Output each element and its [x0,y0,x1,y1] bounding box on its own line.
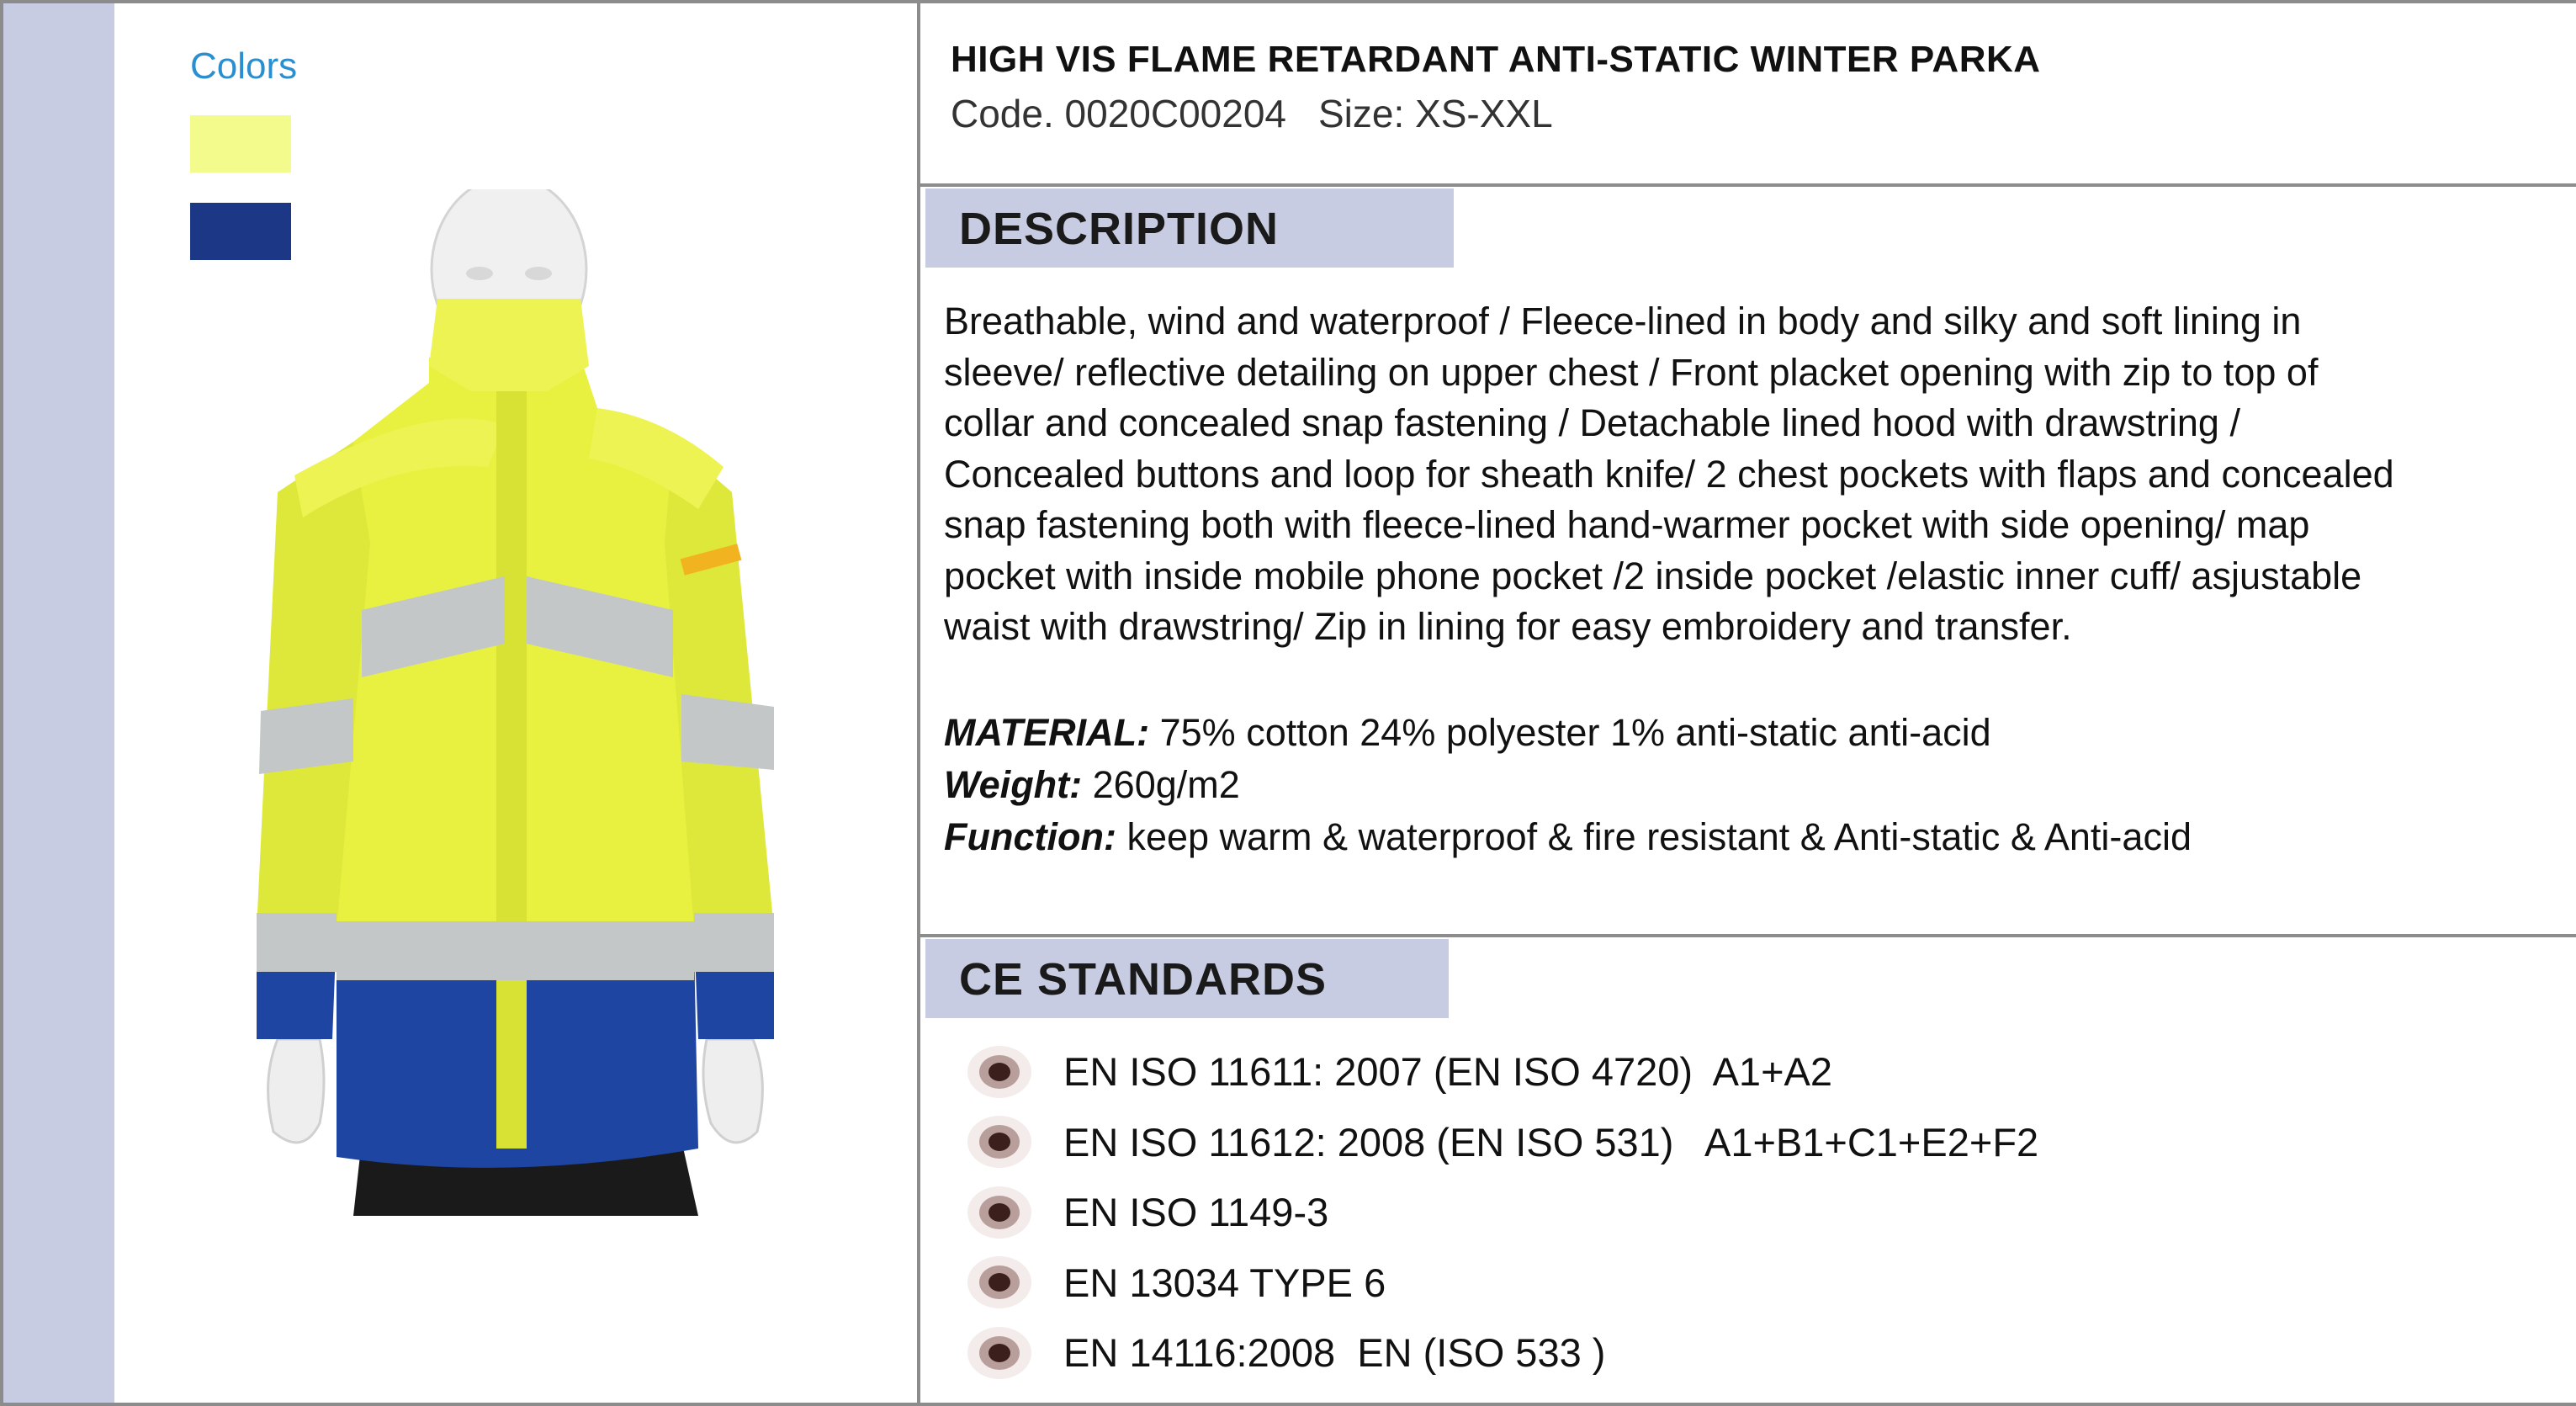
function-row [944,811,2559,863]
description-line: collar and concealed snap fastening / Detachable lined hood with drawstring / [944,401,2240,444]
list-item [966,1318,2038,1388]
standard-text: EN ISO 11612: 2008 (EN ISO 531) A1+B1+C1+E2+F2 [1063,1119,2039,1165]
column-divider [917,3,920,1403]
weight-value: 260g/m2 [1082,763,1240,806]
description-divider [920,934,2576,937]
left-accent-strip [3,3,114,1403]
weight-row [944,759,2559,811]
weight-key: Weight: [944,763,1083,806]
round-bullet-icon [966,1325,1033,1381]
specs-block [944,707,2559,863]
round-bullet-icon [966,1044,1033,1100]
description-line: sleeve/ reflective detailing on upper chest / Front placket opening with zip to top of [944,350,2319,394]
list-item [966,1177,2038,1248]
list-item [966,1248,2038,1318]
standard-text: EN ISO 1149-3 [1063,1190,1329,1235]
product-code: Code. 0020C00204 [951,92,1286,135]
description-line: snap fastening both with fleece-lined hand-warmer pocket with side opening/ map [944,503,2310,546]
list-item [966,1107,2038,1178]
standard-text: EN 14116:2008 EN (ISO 533 ) [1063,1330,1606,1376]
material-key: MATERIAL: [944,711,1150,754]
product-code-size [951,91,1553,136]
round-bullet-icon [966,1185,1033,1240]
description-line: Breathable, wind and waterproof / Fleece-lined in body and silky and soft lining in [944,300,2302,342]
description-line: pocket with inside mobile phone pocket /2 inside pocket /elastic inner cuff/ asjustable [944,554,2362,597]
function-key: Function: [944,815,1116,858]
ce-standards-heading: CE STANDARDS [925,939,1449,1018]
list-item [966,1037,2038,1107]
standards-list [966,1037,2038,1388]
round-bullet-icon [966,1114,1033,1170]
color-swatch-yellow[interactable] [190,115,291,172]
header-divider [920,183,2576,187]
function-value: keep warm & waterproof & fire resistant & Anti-static & Anti-acid [1116,815,2192,858]
colors-label: Colors [190,45,298,87]
description-heading: DESCRIPTION [925,188,1454,268]
material-row [944,707,2559,759]
round-bullet-icon [966,1255,1033,1310]
parka-on-mannequin-image [227,189,799,1216]
product-title: HIGH VIS FLAME RETARDANT ANTI-STATIC WINTER PARKA [951,39,2041,80]
standard-text: EN ISO 11611: 2007 (EN ISO 4720) A1+A2 [1063,1049,1832,1095]
product-size: Size: XS-XXL [1318,92,1553,135]
material-value: 75% cotton 24% polyester 1% anti-static anti-acid [1149,711,1991,754]
description-line: Concealed buttons and loop for sheath knife/ 2 chest pockets with flaps and concealed [944,452,2394,496]
description-body [944,296,2559,653]
standard-text: EN 13034 TYPE 6 [1063,1260,1386,1305]
description-line: waist with drawstring/ Zip in lining for easy embroidery and transfer. [944,605,2072,648]
